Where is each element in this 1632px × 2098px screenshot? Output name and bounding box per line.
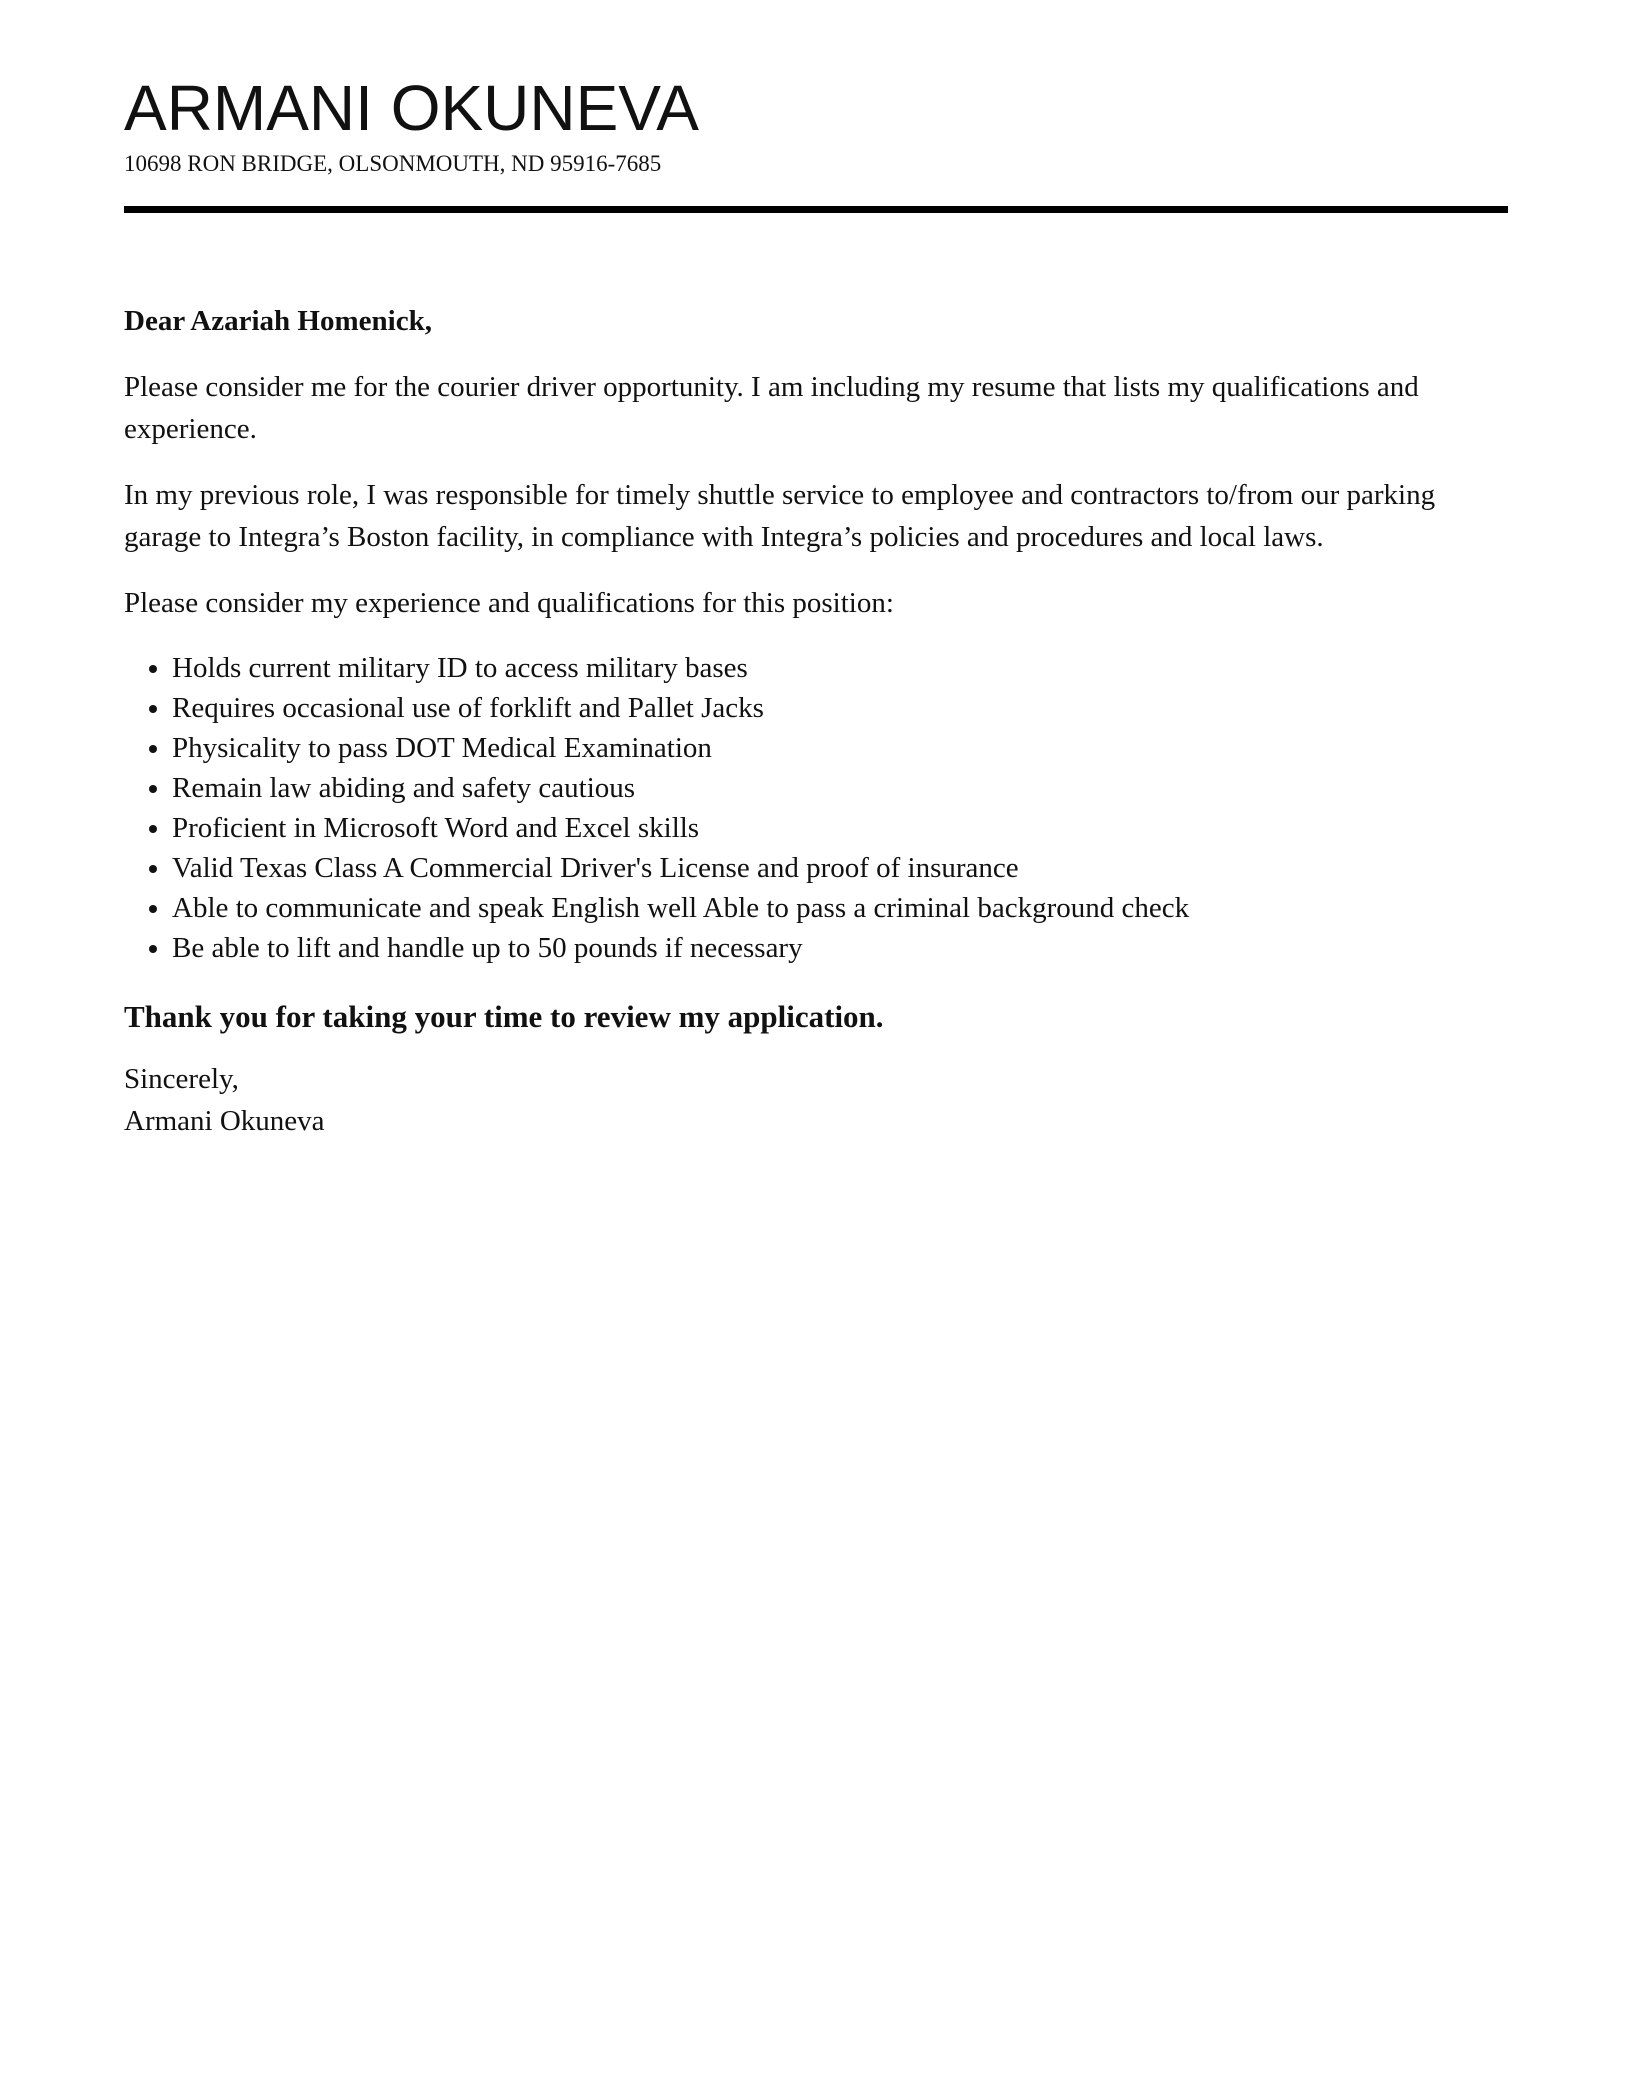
salutation: Dear Azariah Homenick,	[124, 305, 432, 337]
list-item: • Remain law abiding and safety cautious	[172, 768, 1508, 808]
signature-name: Armani Okuneva	[124, 1105, 325, 1137]
qualifications-intro: Please consider my experience and qualifications for this position:	[124, 587, 894, 619]
list-item: • Requires occasional use of forklift and Pallet Jacks	[172, 688, 1508, 728]
list-item: • Holds current military ID to access military bases	[172, 648, 1508, 688]
closing-line: Thank you for taking your time to review my application.	[124, 999, 884, 1034]
list-item: • Able to communicate and speak English well Able to pass a criminal background check	[172, 888, 1508, 928]
valediction	[124, 1058, 1508, 1142]
experience-paragraph: In my previous role, I was responsible for timely shuttle service to employee and contractors to/from our parking garage to Integra’s Boston facility, in compliance with Integra’s policies and procedures and local laws.	[124, 479, 1436, 553]
list-item: • Valid Texas Class A Commercial Driver's License and proof of insurance	[172, 848, 1508, 888]
list-item: • Proficient in Microsoft Word and Excel skills	[172, 808, 1508, 848]
intro-paragraph: Please consider me for the courier driver opportunity. I am including my resume that lists my qualifications and experience.	[124, 371, 1419, 445]
qualifications-list	[124, 648, 1508, 968]
valediction-text: Sincerely,	[124, 1063, 239, 1095]
list-item: • Be able to lift and handle up to 50 pounds if necessary	[172, 928, 1508, 968]
applicant-address: 10698 RON BRIDGE, OLSONMOUTH, ND 95916-7685	[124, 151, 662, 176]
header-divider	[124, 206, 1508, 213]
applicant-name: ARMANI OKUNEVA	[124, 72, 699, 144]
list-item: • Physicality to pass DOT Medical Examination	[172, 728, 1508, 768]
letter-body	[124, 300, 1508, 1142]
